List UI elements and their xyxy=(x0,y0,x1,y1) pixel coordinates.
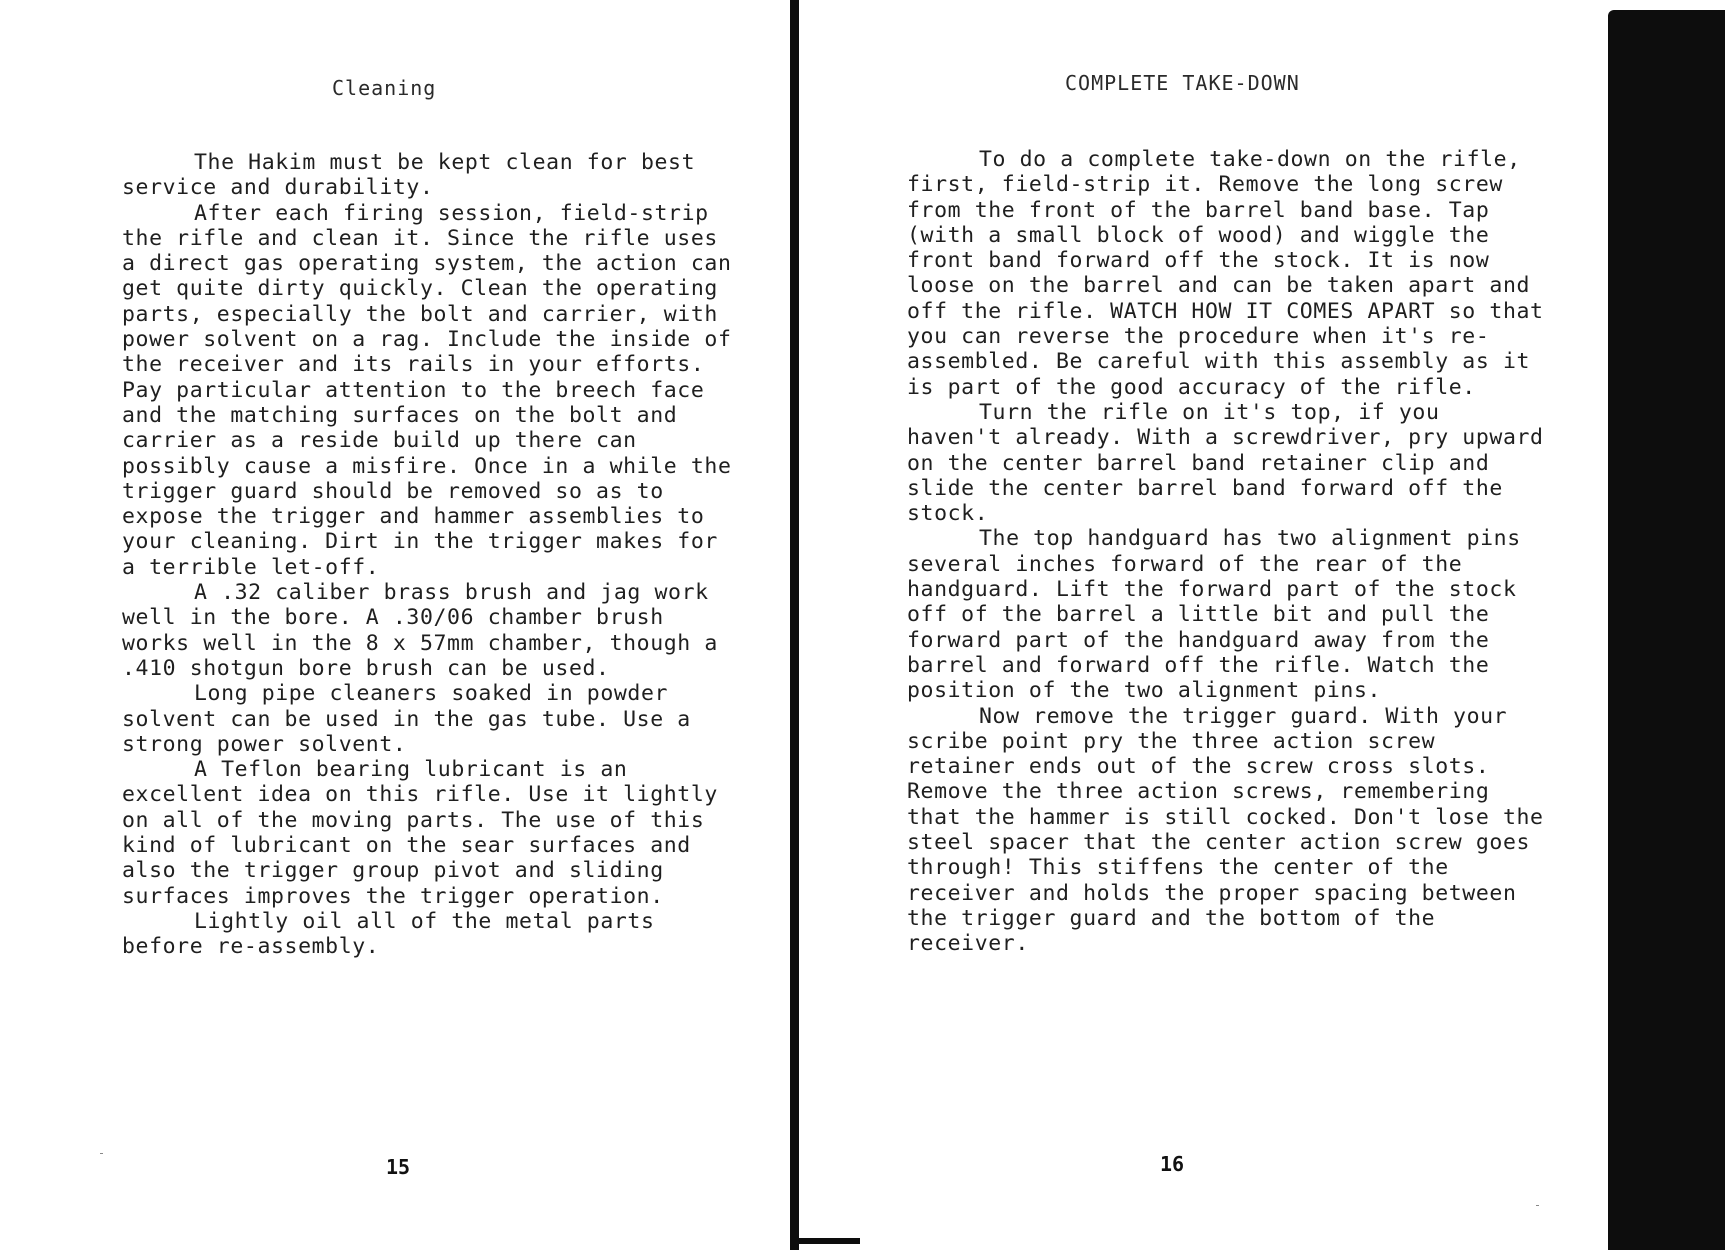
scan-speck xyxy=(100,1153,103,1154)
paragraph: Turn the rifle on it's top, if you haven't already. With a screwdriver, pry upward on the center barrel band retainer clip and slide the center barrel band forward off the stock. xyxy=(907,399,1544,527)
left-page-body xyxy=(122,150,742,960)
binding-gutter xyxy=(790,0,799,1250)
paragraph: Lightly oil all of the metal parts before re-assembly. xyxy=(122,908,655,960)
paragraph: After each firing session, field-strip the rifle and clean it. Since the rifle uses a direct gas operating system, the action can get quite dirty quickly. Clean the operating parts, especially the bolt and carrier, with power solvent on a rag. Include the inside of the receiver and its rails in your efforts. Pay particular attention to the breech face and the matching surfaces on the bolt and carrier as a reside build up there can possibly cause a misfire. Once in a while the trigger guard should be removed so as to expose the trigger and hammer assemblies to your cleaning. Dirt in the trigger makes for a terrible let-off. xyxy=(122,200,732,580)
page-edge-shadow xyxy=(1608,10,1725,1250)
paragraph: A .32 caliber brass brush and jag work well in the bore. A .30/06 chamber brush works well in the 8 x 57mm chamber, though a .410 shotgun bore brush can be used. xyxy=(122,580,718,681)
paragraph: Now remove the trigger guard. With your scribe point pry the three action screw retainer ends out of the screw cross slots. Remove the three action screws, remembering that the hammer is still cocked. Don't lose the steel spacer that the center action screw goes through! This stiffens the center of the receiver and holds the proper spacing between the trigger guard and the bottom of the receiver. xyxy=(907,703,1544,957)
scan-speck xyxy=(1536,1205,1539,1206)
page-number: 16 xyxy=(1160,1152,1185,1176)
paragraph: The Hakim must be kept clean for best service and durability. xyxy=(122,150,696,201)
page-number: 15 xyxy=(386,1155,411,1179)
paragraph: Long pipe cleaners soaked in powder solvent can be used in the gas tube. Use a strong power solvent. xyxy=(122,681,691,757)
paragraph: A Teflon bearing lubricant is an excellent idea on this rifle. Use it lightly on all of the moving parts. The use of this kind of lubricant on the sear surfaces and also the trigger group pivot and sliding surfaces improves the trigger operation. xyxy=(122,757,718,909)
right-page xyxy=(805,0,1605,1250)
right-page-body xyxy=(907,147,1547,957)
page-heading-cleaning: Cleaning xyxy=(332,76,437,100)
paragraph: To do a complete take-down on the rifle, first, field-strip it. Remove the long screw from the front of the barrel band base. Tap (with a small block of wood) and wiggle the front band forward off the stock. It is now loose on the barrel and can be taken apart and off the rifle. WATCH HOW IT COMES APART so that you can reverse the procedure when it's re-assembled. Be careful with this assembly as it is part of the good accuracy of the rifle. xyxy=(907,147,1544,400)
page-heading-complete-take-down: COMPLETE TAKE-DOWN xyxy=(1065,71,1300,95)
paragraph: The top handguard has two alignment pins several inches forward of the rear of the handguard. Lift the forward part of the stock off of the barrel a little bit and pull the forward part of the handguard away from the barrel and forward off the rifle. Watch the position of the two alignment pins. xyxy=(907,526,1521,704)
left-page xyxy=(0,0,795,1250)
